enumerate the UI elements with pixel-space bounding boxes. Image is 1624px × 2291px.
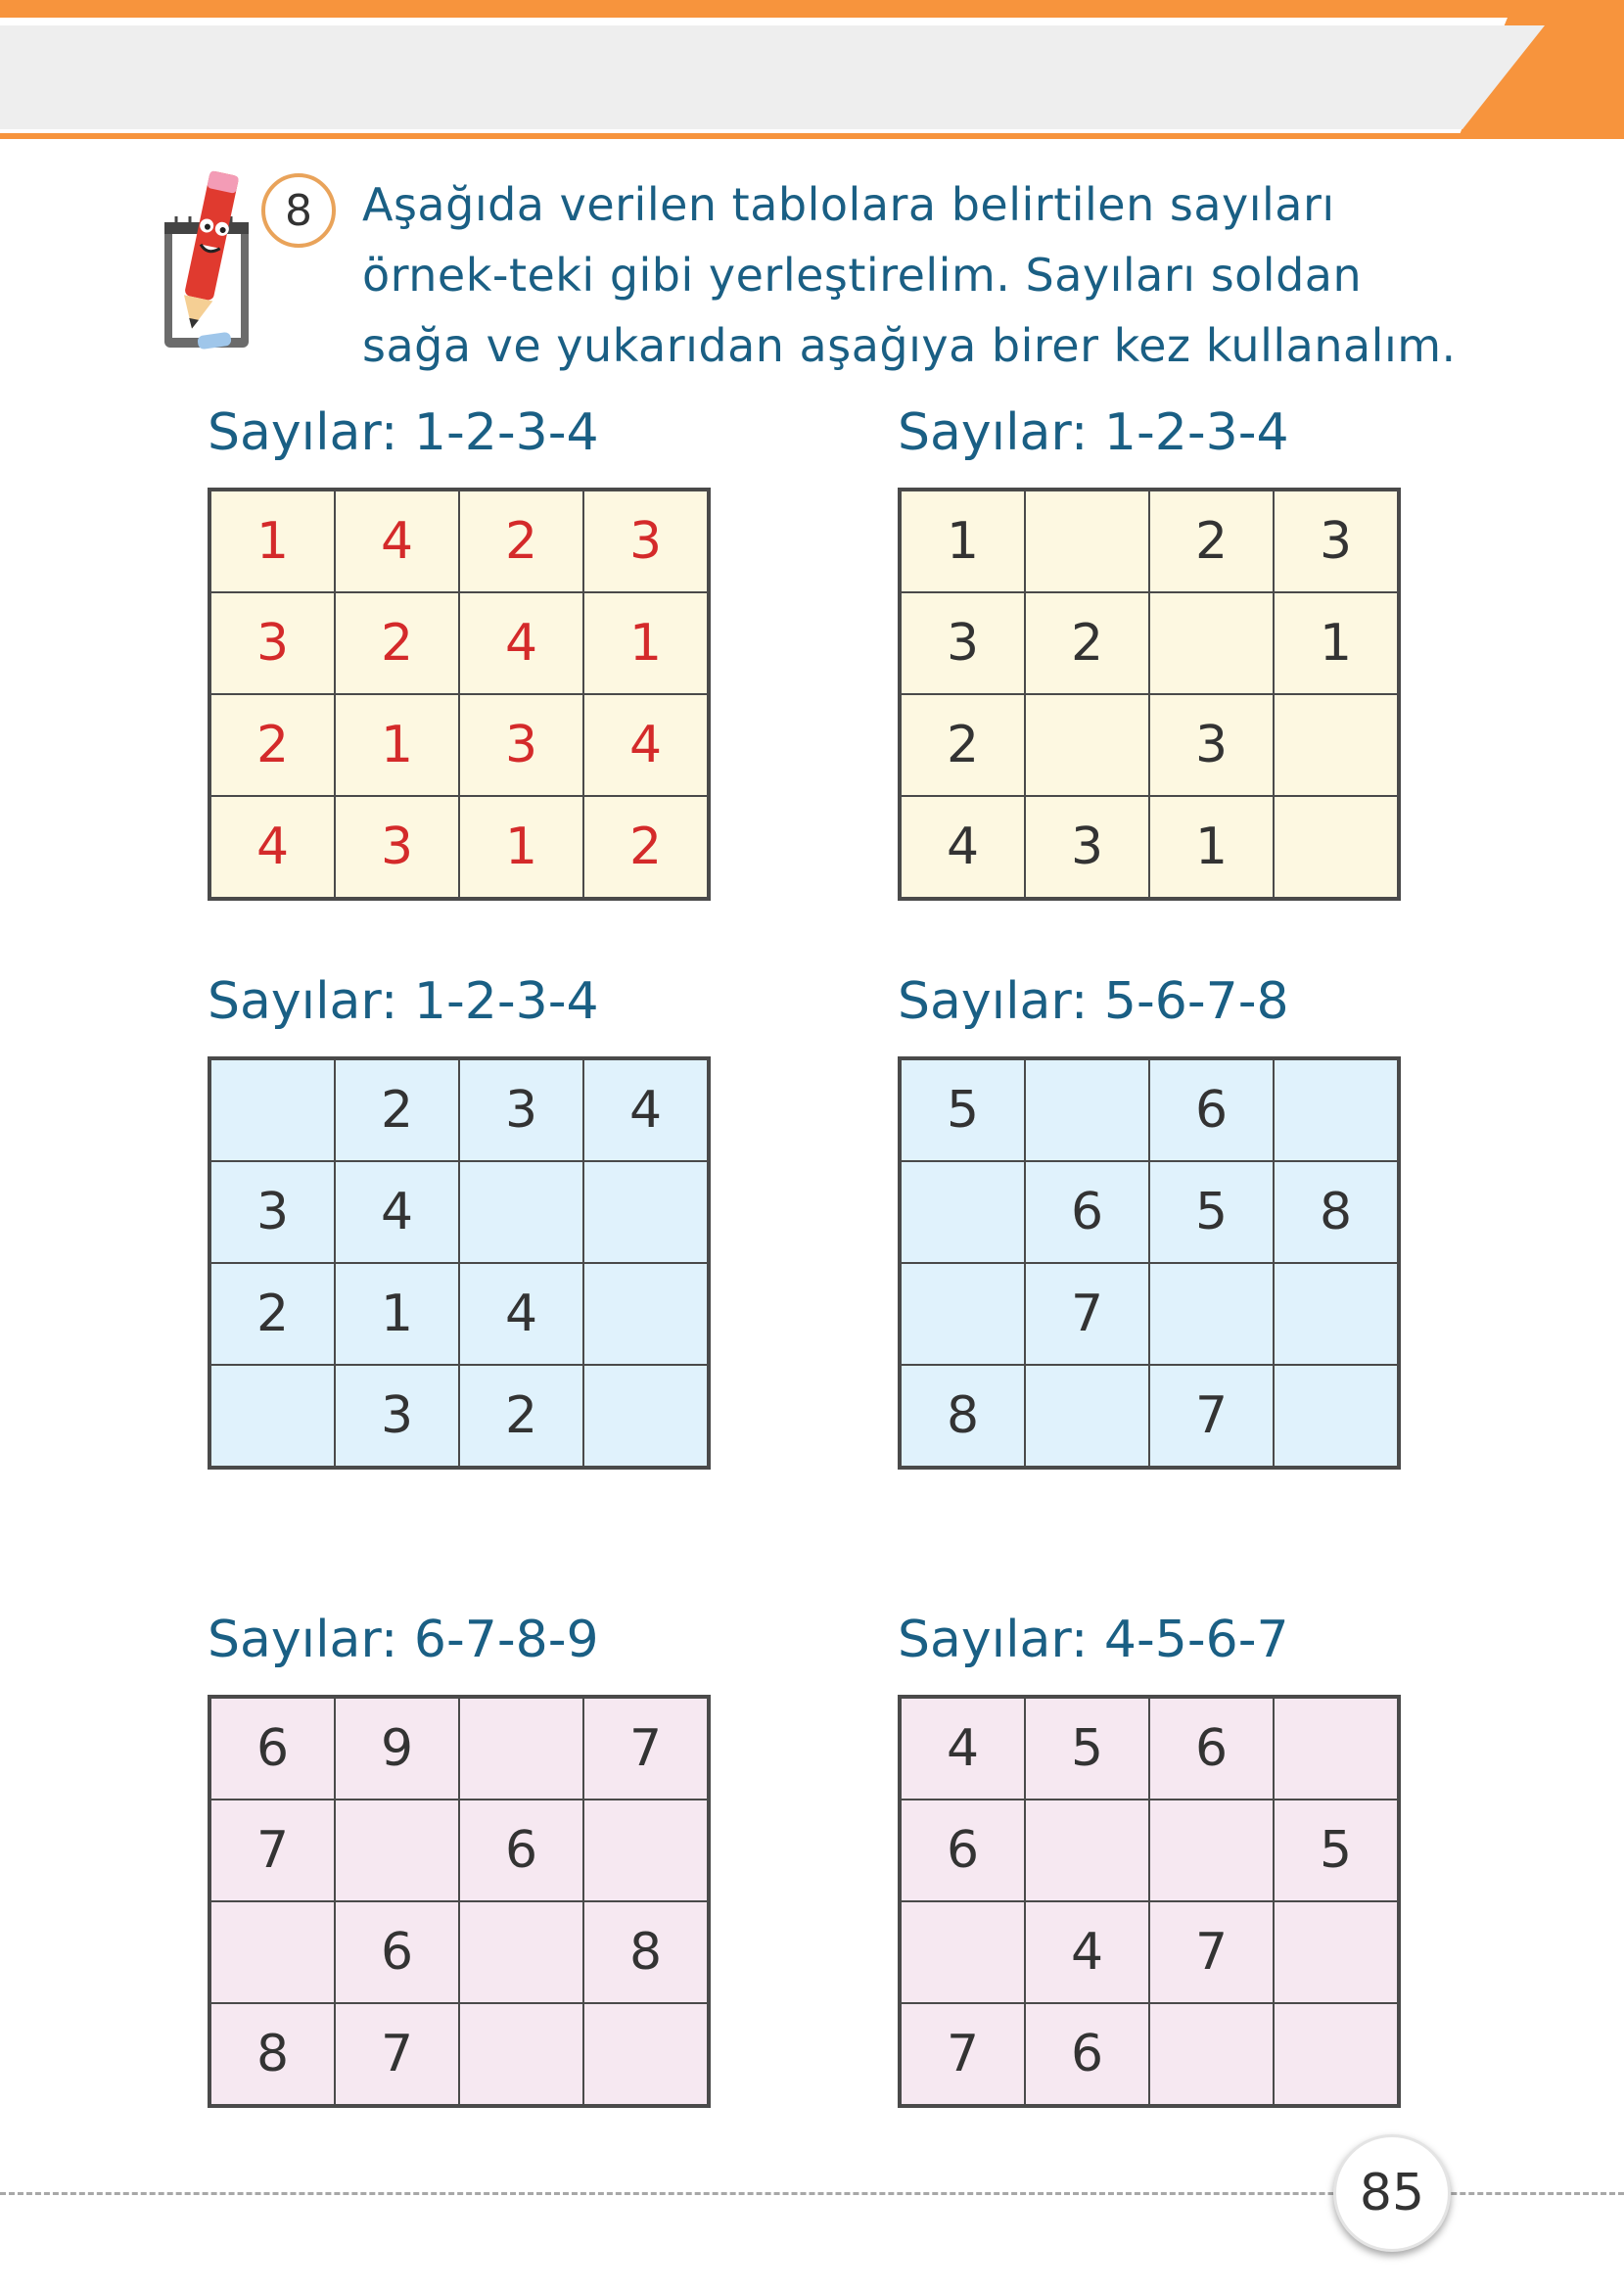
puzzle-5	[208, 1611, 711, 2108]
grid-cell[interactable]	[459, 1161, 583, 1263]
grid-cell: 4	[210, 796, 335, 898]
grid-cell[interactable]	[901, 1161, 1025, 1263]
grid-cell[interactable]	[1025, 1059, 1149, 1161]
grid-cell[interactable]	[210, 1901, 335, 2003]
grid-cell: 6	[459, 1800, 583, 1901]
grid-cell: 1	[335, 694, 459, 796]
grid-cell: 1	[1149, 796, 1274, 898]
grid-cell: 1	[335, 1263, 459, 1365]
grid-cell[interactable]	[1274, 694, 1398, 796]
pencil-notepad-icon	[157, 162, 264, 357]
grid-cell[interactable]	[583, 2003, 708, 2105]
header-banner	[0, 0, 1624, 147]
grid-cell: 7	[1149, 1365, 1274, 1467]
grid-cell: 7	[210, 1800, 335, 1901]
grid-cell: 2	[210, 1263, 335, 1365]
grid-cell[interactable]	[459, 2003, 583, 2105]
grid-cell: 4	[1025, 1901, 1149, 2003]
grid-cell: 5	[1025, 1698, 1149, 1800]
grid-cell: 9	[335, 1698, 459, 1800]
grid-cell: 3	[901, 592, 1025, 694]
grid-cell: 6	[1025, 2003, 1149, 2105]
grid-cell: 7	[1149, 1901, 1274, 2003]
grid-cell[interactable]	[1274, 1365, 1398, 1467]
puzzle-label: Sayılar: 6-7-8-9	[208, 1611, 599, 1669]
grid-cell: 1	[1274, 592, 1398, 694]
grid-cell[interactable]	[1149, 1263, 1274, 1365]
grid-cell[interactable]	[459, 1901, 583, 2003]
grid-cell: 2	[583, 796, 708, 898]
grid-cell: 2	[1025, 592, 1149, 694]
grid-cell: 1	[583, 592, 708, 694]
grid-cell: 7	[583, 1698, 708, 1800]
grid-cell: 6	[901, 1800, 1025, 1901]
puzzle-example	[208, 403, 711, 901]
grid-cell: 7	[335, 2003, 459, 2105]
grid-cell: 5	[1149, 1161, 1274, 1263]
grid-cell: 3	[210, 592, 335, 694]
puzzle-grid	[898, 1056, 1401, 1470]
grid-cell: 3	[1274, 491, 1398, 592]
grid-cell[interactable]	[1149, 592, 1274, 694]
puzzle-grid	[208, 1056, 711, 1470]
grid-cell[interactable]	[1274, 796, 1398, 898]
grid-cell: 6	[210, 1698, 335, 1800]
grid-cell[interactable]	[1149, 1800, 1274, 1901]
grid-cell[interactable]	[1025, 1800, 1149, 1901]
puzzle-label: Sayılar: 4-5-6-7	[898, 1611, 1289, 1669]
grid-cell[interactable]	[583, 1161, 708, 1263]
grid-cell: 3	[459, 694, 583, 796]
grid-cell: 7	[1025, 1263, 1149, 1365]
grid-cell[interactable]	[901, 1901, 1025, 2003]
exercise-number-badge: 8	[261, 173, 336, 248]
grid-cell[interactable]	[1274, 1901, 1398, 2003]
grid-cell: 8	[1274, 1161, 1398, 1263]
grid-cell[interactable]	[1274, 1263, 1398, 1365]
grid-cell[interactable]	[583, 1365, 708, 1467]
grid-cell: 4	[901, 796, 1025, 898]
grid-cell: 4	[459, 592, 583, 694]
puzzle-grid	[208, 1695, 711, 2108]
grid-cell[interactable]	[335, 1800, 459, 1901]
grid-cell: 5	[1274, 1800, 1398, 1901]
grid-cell: 4	[335, 491, 459, 592]
grid-cell: 3	[1025, 796, 1149, 898]
grid-cell: 7	[901, 2003, 1025, 2105]
grid-cell: 3	[335, 1365, 459, 1467]
grid-cell[interactable]	[901, 1263, 1025, 1365]
grid-cell[interactable]	[1025, 491, 1149, 592]
puzzle-3	[208, 972, 711, 1470]
puzzle-grid	[898, 488, 1401, 901]
grid-cell: 4	[583, 1059, 708, 1161]
grid-cell[interactable]	[210, 1059, 335, 1161]
grid-cell: 8	[583, 1901, 708, 2003]
grid-cell: 4	[901, 1698, 1025, 1800]
grid-cell[interactable]	[583, 1800, 708, 1901]
grid-cell[interactable]	[1025, 694, 1149, 796]
exercise-header	[157, 162, 1468, 397]
grid-cell[interactable]	[1274, 1059, 1398, 1161]
grid-cell: 6	[1149, 1059, 1274, 1161]
grid-cell: 2	[459, 1365, 583, 1467]
grid-cell: 2	[335, 592, 459, 694]
grid-cell: 8	[901, 1365, 1025, 1467]
grid-cell: 3	[459, 1059, 583, 1161]
grid-cell: 3	[335, 796, 459, 898]
exercise-instruction: Aşağıda verilen tablolara belirtilen sayıları örnek-teki gibi yerleştirelim. Sayıları soldan sağa ve yukarıdan aşağıya birer kez kullanalım.	[362, 178, 1457, 372]
puzzle-grid	[208, 488, 711, 901]
puzzle-2	[898, 403, 1401, 901]
grid-cell: 3	[210, 1161, 335, 1263]
grid-cell: 5	[901, 1059, 1025, 1161]
grid-cell: 8	[210, 2003, 335, 2105]
grid-cell: 6	[1149, 1698, 1274, 1800]
grid-cell: 2	[901, 694, 1025, 796]
grid-cell: 6	[1025, 1161, 1149, 1263]
grid-cell: 1	[210, 491, 335, 592]
grid-cell: 4	[335, 1161, 459, 1263]
grid-cell[interactable]	[210, 1365, 335, 1467]
puzzle-label: Sayılar: 1-2-3-4	[898, 403, 1289, 462]
grid-cell[interactable]	[583, 1263, 708, 1365]
puzzle-grid	[898, 1695, 1401, 2108]
grid-cell: 4	[459, 1263, 583, 1365]
grid-cell: 2	[1149, 491, 1274, 592]
puzzle-4	[898, 972, 1401, 1470]
grid-cell: 3	[583, 491, 708, 592]
puzzle-6	[898, 1611, 1401, 2108]
grid-cell[interactable]	[1149, 2003, 1274, 2105]
puzzle-label: Sayılar: 5-6-7-8	[898, 972, 1289, 1031]
puzzle-label: Sayılar: 1-2-3-4	[208, 972, 599, 1031]
grid-cell: 2	[210, 694, 335, 796]
puzzle-label: Sayılar: 1-2-3-4	[208, 403, 599, 462]
grid-cell[interactable]	[1274, 2003, 1398, 2105]
grid-cell: 6	[335, 1901, 459, 2003]
grid-cell: 3	[1149, 694, 1274, 796]
grid-cell: 4	[583, 694, 708, 796]
grid-cell: 2	[459, 491, 583, 592]
grid-cell[interactable]	[1025, 1365, 1149, 1467]
grid-cell[interactable]	[1274, 1698, 1398, 1800]
grid-cell: 1	[459, 796, 583, 898]
grid-cell: 1	[901, 491, 1025, 592]
grid-cell[interactable]	[459, 1698, 583, 1800]
page-number: 85	[1333, 2134, 1451, 2252]
grid-cell: 2	[335, 1059, 459, 1161]
